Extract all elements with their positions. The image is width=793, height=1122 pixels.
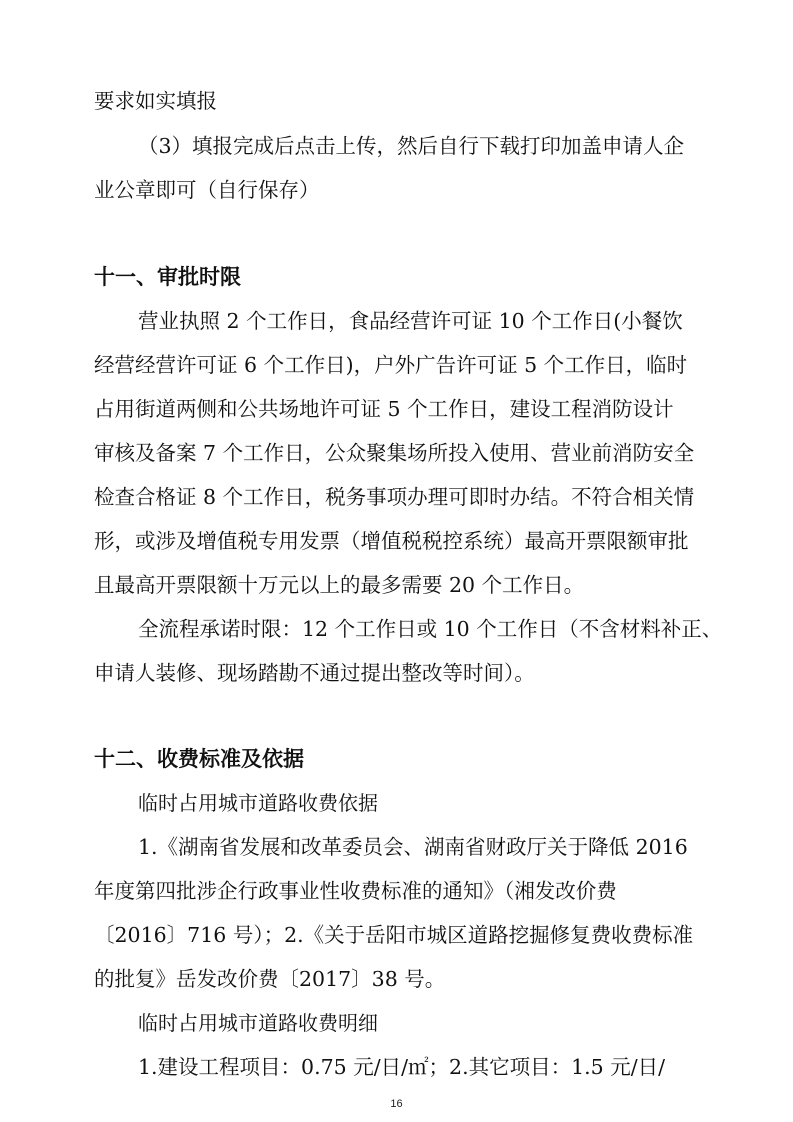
text-line-step-3-cont: 业公章即可（自行保存） (94, 178, 320, 202)
subheading-fee-basis: 临时占用城市道路收费依据 (138, 791, 378, 815)
paragraph-approval-line-3: 占用街道两侧和公共场地许可证 5 个工作日，建设工程消防设计 (94, 397, 674, 421)
paragraph-approval-line-2: 经营经营许可证 6 个工作日)，户外广告许可证 5 个工作日，临时 (94, 353, 688, 377)
paragraph-approval-line-5: 检查合格证 8 个工作日，税务事项办理可即时办结。不符合相关情 (94, 485, 695, 509)
subheading-fee-details: 临时占用城市道路收费明细 (138, 1011, 378, 1035)
page-number: 16 (390, 1098, 403, 1110)
paragraph-approval-line-1: 营业执照 2 个工作日，食品经营许可证 10 个工作日(小餐饮 (138, 309, 683, 333)
paragraph-approval-line-4: 审核及备案 7 个工作日，公众聚集场所投入使用、营业前消防安全 (94, 441, 695, 465)
text-line-continuation: 要求如实填报 (94, 89, 217, 113)
text-line-step-3: （3）填报完成后点击上传，然后自行下载打印加盖申请人企 (138, 134, 685, 158)
paragraph-approval-line-7: 且最高开票限额十万元以上的最多需要 20 个工作日。 (94, 573, 585, 597)
paragraph-commitment-line-1: 全流程承诺时限：12 个工作日或 10 个工作日（不含材料补正、 (138, 617, 723, 641)
paragraph-fee-basis-line-1: 1.《湖南省发展和改革委员会、湖南省财政厅关于降低 2016 (138, 835, 688, 859)
paragraph-approval-line-6: 形，或涉及增值税专用发票（增值税税控系统）最高开票限额审批 (94, 529, 689, 553)
paragraph-fee-details-line-1: 1.建设工程项目：0.75 元/日/㎡；2.其它项目：1.5 元/日/ (138, 1055, 666, 1079)
paragraph-fee-basis-line-3: 〔2016〕716 号）；2.《关于岳阳市城区道路挖掘修复费收费标准 (94, 923, 694, 947)
paragraph-fee-basis-line-2: 年度第四批涉企行政事业性收费标准的通知》（湘发改价费 (94, 879, 617, 903)
paragraph-commitment-line-2: 申请人装修、现场踏勘不通过提出整改等时间）。 (94, 661, 535, 685)
paragraph-fee-basis-line-4: 的批复》岳发改价费〔2017〕38 号。 (94, 967, 446, 991)
section-heading-fees: 十二、收费标准及依据 (94, 747, 304, 771)
section-heading-approval-time-limit: 十一、审批时限 (94, 265, 241, 289)
